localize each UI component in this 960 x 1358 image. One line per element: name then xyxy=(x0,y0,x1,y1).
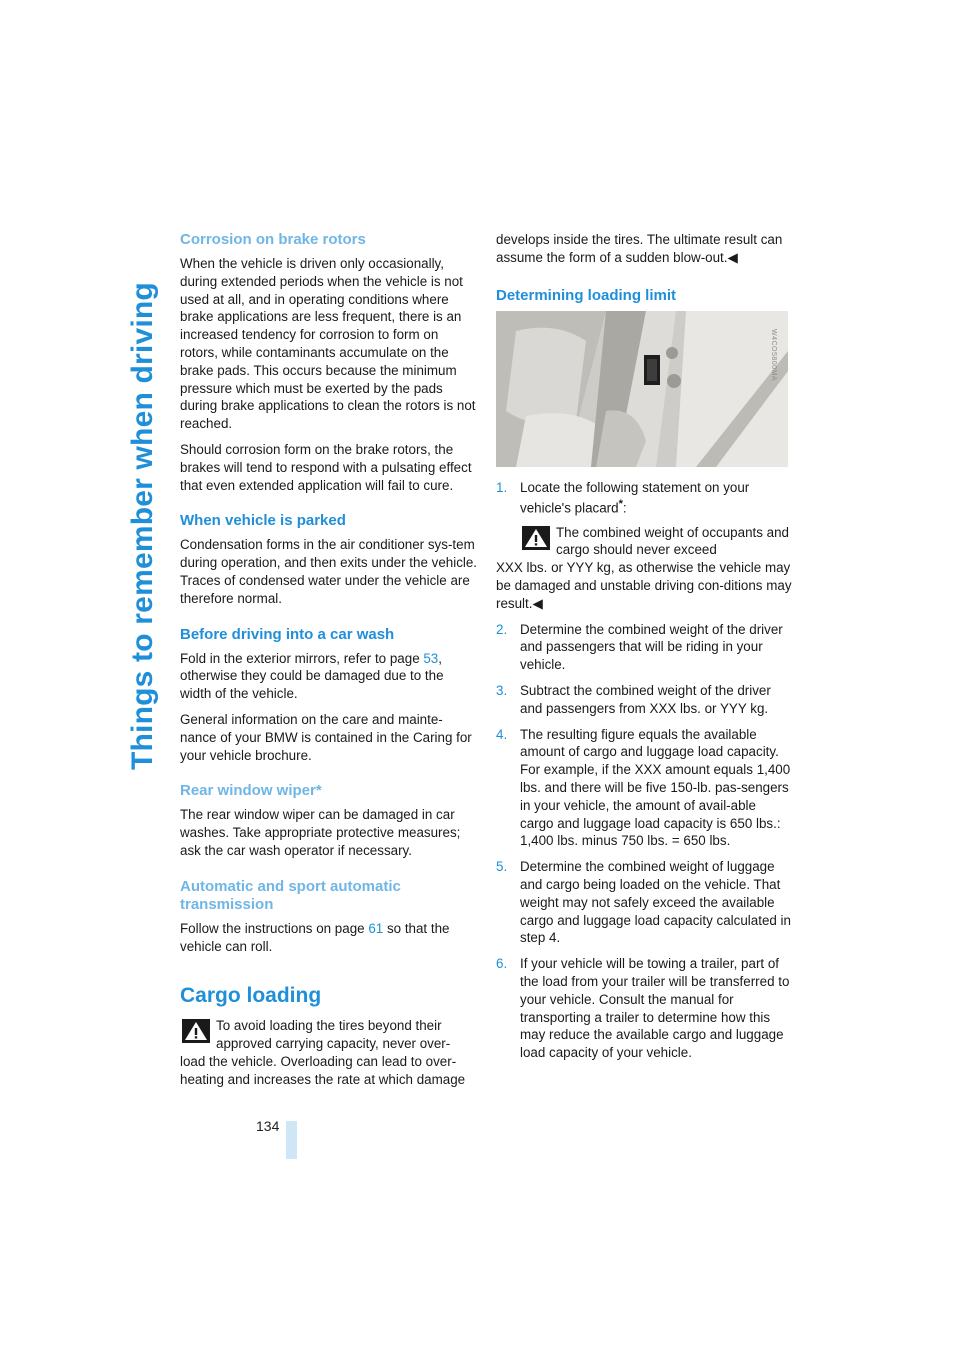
page-number: 134 xyxy=(256,1118,280,1134)
carwash-text-before: Fold in the exterior mirrors, refer to page xyxy=(180,650,424,666)
side-chapter-title-text: Things to remember when driving xyxy=(126,282,159,770)
warning-triangle-icon xyxy=(182,1019,210,1043)
section-parked xyxy=(180,512,478,607)
step-5 xyxy=(496,858,792,947)
cargo-warning-first: To avoid loading the tires beyond their approved carrying capacity, never over- xyxy=(216,1018,451,1052)
door-placard-photo xyxy=(496,311,788,467)
warning-triangle-icon xyxy=(522,526,550,550)
step-3-text: Subtract the combined weight of the driver and passengers from XXX lbs. or YYY kg. xyxy=(520,683,771,716)
step-6-number: 6. xyxy=(496,956,508,972)
heading-carwash: Before driving into a car wash xyxy=(180,625,395,643)
heading-parked: When vehicle is parked xyxy=(180,512,346,530)
transmission-text-before: Follow the instructions on page xyxy=(180,920,369,936)
parked-paragraph-1: Condensation forms in the air conditioner sys-tem during operation, and then exits under the vehicle. Traces of condensed water under the vehicle are therefore normal. xyxy=(180,537,478,606)
loading-steps-list xyxy=(496,479,792,1062)
step-6-text: If your vehicle will be towing a trailer, part of the load from your trailer will be transferred to your vehicle. Consult the manual for transporting a trailer to determine how this may reduce the available cargo and luggage load capacity of your vehicle. xyxy=(520,956,790,1061)
step-5-number: 5. xyxy=(496,859,508,875)
cargo-warning xyxy=(180,1017,478,1088)
photo-reference-code: W4CO5800MA xyxy=(770,328,777,381)
right-column xyxy=(496,231,792,1070)
step-1-text: Locate the following statement on your vehicle's placard xyxy=(520,479,750,516)
door-jamb-illustration xyxy=(496,311,788,467)
placard-warning-rest: XXX lbs. or YYY kg, as otherwise the vehicle may be damaged and unstable driving con-ditions may result.◀ xyxy=(496,560,792,611)
section-wiper xyxy=(180,782,478,859)
left-column xyxy=(180,231,478,1097)
side-chapter-title xyxy=(112,230,172,770)
placard-warning xyxy=(496,524,792,613)
step-1 xyxy=(496,479,792,613)
step-1-colon: : xyxy=(622,500,627,516)
step-2-number: 2. xyxy=(496,621,508,637)
placard-warning-first: The combined weight of occupants and cargo should never exceed xyxy=(556,524,789,558)
step-6 xyxy=(496,955,792,1062)
step-1-star: * xyxy=(618,498,623,511)
transmission-text-after: so that the vehicle can roll. xyxy=(180,920,450,954)
page-link-53[interactable]: 53 xyxy=(423,650,439,666)
page-link-61[interactable]: 61 xyxy=(368,920,384,936)
step-4-number: 4. xyxy=(496,726,508,742)
step-4-calculation: 1,400 lbs. minus 750 lbs. = 650 lbs. xyxy=(520,833,731,849)
step-5-text: Determine the combined weight of luggage and cargo being loaded on the vehicle. That weight may not safely exceed the available cargo and luggage load capacity calculated in step 4. xyxy=(520,859,791,946)
step-3 xyxy=(496,682,792,718)
carwash-paragraph-2: General information on the care and mainte-nance of your BMW is contained in the Caring for your vehicle brochure. xyxy=(180,711,472,763)
heading-cargo-loading: Cargo loading xyxy=(180,984,322,1008)
carwash-text-after: , otherwise they could be damaged due to the width of the vehicle. xyxy=(180,650,444,702)
heading-wiper: Rear window wiper* xyxy=(180,782,322,800)
section-corrosion xyxy=(180,231,478,494)
section-carwash xyxy=(180,626,478,765)
section-transmission xyxy=(180,878,478,956)
heading-corrosion: Corrosion on brake rotors xyxy=(180,231,366,248)
step-4 xyxy=(496,726,792,851)
heading-transmission: Automatic and sport automatic transmission xyxy=(180,877,401,913)
step-3-number: 3. xyxy=(496,683,508,699)
carwash-paragraph-1 xyxy=(180,650,478,703)
step-4-text: The resulting figure equals the available amount of cargo and luggage load capacity. For example, if the XXX amount equals 1,400 lbs. and there will be five 150-lb. pas-sengers in your vehicle, the amount of avail-able cargo and luggage load capacity is 650 lbs.: xyxy=(520,726,791,831)
corrosion-paragraph-2: Should corrosion form on the brake rotors, the brakes will tend to respond with a pulsating effect that even extended application will fail to cure. xyxy=(180,441,472,493)
step-2-text: Determine the combined weight of the driver and passengers that will be riding in your vehicle. xyxy=(520,621,783,673)
heading-loading-limit: Determining loading limit xyxy=(496,286,677,304)
cargo-warning-continuation: develops inside the tires. The ultimate result can assume the form of a sudden blow-out.◀ xyxy=(496,232,783,265)
section-cargo xyxy=(180,983,478,1088)
step-1-number: 1. xyxy=(496,479,508,495)
corrosion-paragraph-1: When the vehicle is driven only occasionally, during extended periods when the vehicle is not used at all, and in operating conditions where brake applications are less frequent, there is an increased tendency for corrosion to form on rotors, while contaminants accumulate on the brake pads. This occurs because the minimum pressure which must be exerted by the pads during brake applications to clean the rotors is not reached. xyxy=(180,256,476,432)
transmission-paragraph-1 xyxy=(180,920,478,956)
step-2 xyxy=(496,621,792,674)
wiper-paragraph-1: The rear window wiper can be damaged in car washes. Take appropriate protective measures; ask the car wash operator if necessary. xyxy=(180,807,461,858)
cargo-warning-rest: load the vehicle. Overloading can lead to over-heating and increases the rate at which damage xyxy=(180,1053,466,1087)
page-number-bar xyxy=(286,1121,297,1159)
